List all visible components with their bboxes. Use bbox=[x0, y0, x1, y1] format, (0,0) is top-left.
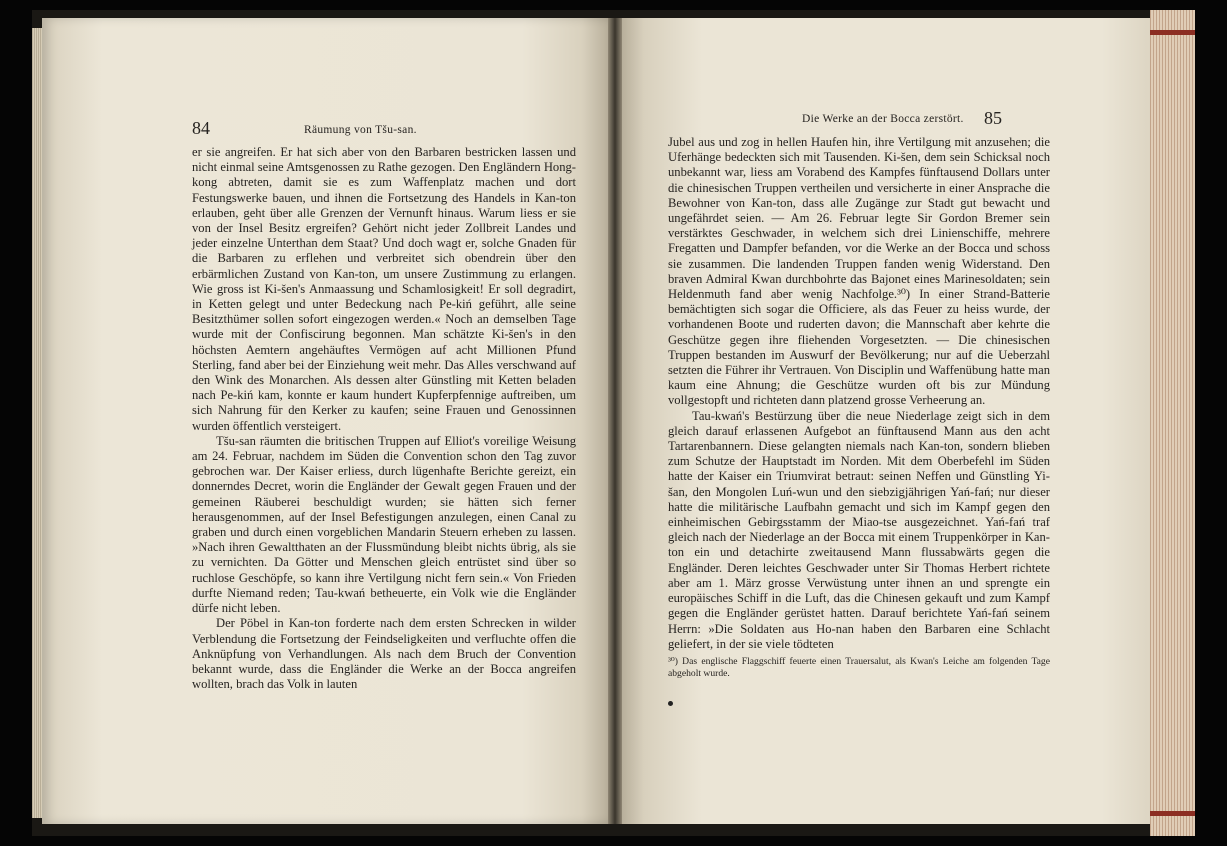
left-page-number: 84 bbox=[192, 118, 210, 138]
right-paragraph-1: Jubel aus und zog in hellen Haufen hin, ihre Vertilgung mit anzusehen; die Uferhänge bedeckten sich mit Tausenden. Ki-šen, dem sein Schicksal noch unbekannt war, liess am Vorabend des Kampfes fünftausend Dollars unter die chinesischen Truppen vertheilen und versicherte in einer Ansprache die Bewohner von Kan-ton, dass alle Zugänge zur Stadt gut bewacht und ungefährdet seien. — Am 26. Februar legte Sir Gordon Bremer sein verstärktes Geschwader, in welchem sich drei Linienschiffe, mehrere Fregatten und Dampfer befanden, vor die Werke an der Bocca und schoss sie zusammen. Die landenden Truppen fanden wenig Widerstand. Den braven Admiral Kwan durchbohrte das Bajonet eines Marinesoldaten; sein Heldenmuth fand aber wenig Nachfolge.³⁰) In einer Strand-Batterie bemächtigten sich sogar die Officiere, als das Feuer zu heiss wurde, der vorhandenen Boote und ruderten davon; die Mannschaft aber kehrte die Geschütze gegen ihre fliehenden Vorgesetzten. — Die chinesischen Truppen bestanden im Auswurf der Bevölkerung; nur auf die Ueberzahl setzten die Führer ihr Vertrauen. Von Disciplin und Waffenübung hatte man kaum eine Ahnung; die Geschütze wurden oft bis zur Mündung vollgestopft und richteten dann platzend grosse Verheerung an. bbox=[668, 135, 1050, 408]
right-paragraph-2: Tau-kwań's Bestürzung über die neue Niederlage zeigt sich in dem gleich darauf erlassenen Aufgebot an fünftausend Mann aus den acht Tartarenbannern. Diese gelangten niemals nach Kan-ton, sondern blieben zum Schutze der Hauptstadt im Norden. Mit dem Oberbefehl im Süden hatte der Kaiser ein Triumvirat betraut: seinen Neffen und Günstling Yi-šan, den Mongolen Luń-wun und den siebzigjährigen Yań-fań; nur dieser hatte die militärische Laufbahn gemacht und sich im Kampf gegen den einheimischen Gebirgsstamm der Miao-tse ausgezeichnet. Yań-fań traf gleich nach der Niederlage an der Bocca mit einem Truppenkörper in Kan-ton ein und detachirte zweitausend Mann flussabwärts gegen die Engländer. Deren leichtes Geschwader unter Sir Thomas Herbert richtete aber am 1. März grosse Verwüstung unter ihnen an und sprengte ein europäisches Schiff in die Luft, das die Chinesen gekauft und zum Kampf gegen die Engländer gerüstet hatten. Darauf berichtete Yań-fań seinem Herrn: »Die Soldaten aus Ho-nan haben den Barbaren eine Schlacht geliefert, in der sie viele tödteten bbox=[668, 408, 1050, 651]
right-edge-band-bottom bbox=[1150, 811, 1195, 816]
book-gutter bbox=[608, 18, 622, 824]
left-paragraph-3: Der Pöbel in Kan-ton forderte nach dem ersten Schrecken in wilder Verblendung die Fortsetzung der Feindseligkeiten und verfluchte offen die Anknüpfung von Verhandlungen. Als nach dem Bruch der Convention bekannt wurde, dass die Engländer die Werke an der Bocca angreifen wollten, brach das Volk in lauten bbox=[192, 616, 576, 692]
left-paragraph-2: Tšu-san räumten die britischen Truppen auf Elliot's voreilige Weisung am 24. Februar, nachdem im Süden die Convention schon den Tag zuvor gebrochen war. Der Kaiser erliess, durch lügenhafte Berichte gereizt, ein donnerndes Decret, worin die Engländer der Gewalt gegen Frauen und der gemeinen Räuberei beschuldigt wurden; sie hätten sich ferner herausgenommen, auf der Insel Befestigungen anzulegen, einen Canal zu graben und durch einen vorgeblichen Mandarin Steuern erheben zu lassen. »Nach ihren Gewaltthaten an der Flussmündung bleibt nichts übrig, als sie zu vernichten. Da Götter und Menschen gleich entrüstet sind über so ruchlose Geschöpfe, so kann ihre Vertilgung nicht fern sein.« Von Frieden durfte Niemand reden; Tau-kwań betheuerte, ein Volk wie die Engländer dürfe nicht leben. bbox=[192, 433, 576, 616]
left-body-text bbox=[192, 145, 576, 692]
right-running-header: Die Werke an der Bocca zerstört. bbox=[802, 113, 964, 125]
right-page bbox=[622, 18, 1150, 824]
open-book bbox=[32, 10, 1195, 836]
left-running-header: Räumung von Tšu-san. bbox=[304, 124, 417, 136]
left-paragraph-1: er sie angreifen. Er hat sich aber von den Barbaren bestricken lassen und nicht einmal seine Amtsgenossen zu Rathe gezogen. Den Engländern Hong-kong abtreten, damit sie es zum Waffenplatz machen und dort Festungswerke bauen, und ihnen die Fortsetzung des Handels in Kan-ton erlauben, geht über alle Grenzen der Vernunft hinaus. Warum liess er sie von der Insel Besitz ergreifen? Gehört nicht jeder Zollbreit Landes und jeder einzelne Unterthan dem Staat? Und doch wagt er, solche Gnaden für die Barbaren zu erflehen und verbreitet sich obendrein über den erbärmlichen Zustand von Kan-ton, um unsere Zustimmung zu erlangen. Wie gross ist Ki-šen's Anmaassung und Schamlosigkeit! Er soll degradirt, in Ketten gelegt und unter Bedeckung nach Pe-kiń geführt, alle seine Besitzthümer sollen sofort eingezogen werden.« Noch an demselben Tage wurde mit der Confiscirung begonnen. Man schätzte Ki-šen's in den höchsten Aemtern angehäuftes Vermögen auf acht Millionen Pfund Sterling, fand aber bei der Einziehung weit mehr. Das Alles verschwand auf den Wink des Monarchen. Als dessen alter Günstling mit Ketten beladen nach Pe-kiń kam, konnte er kaum hundert Kupferpfennige auftreiben, um sich Nahrung für den Kerker zu kaufen; seine Frauen und Genossinnen wurden öffentlich versteigert. bbox=[192, 145, 577, 433]
right-page-number: 85 bbox=[984, 108, 1002, 128]
right-footnote: ³⁰) Das englische Flaggschiff feuerte einen Trauersalut, als Kwan's Leiche am folgenden Tage abgeholt wurde. bbox=[668, 656, 1050, 679]
left-page bbox=[42, 18, 608, 824]
right-page-edges bbox=[1150, 10, 1195, 836]
right-edge-band-top bbox=[1150, 30, 1195, 35]
right-body-text bbox=[668, 135, 1050, 652]
ink-dot-mark bbox=[668, 701, 673, 706]
